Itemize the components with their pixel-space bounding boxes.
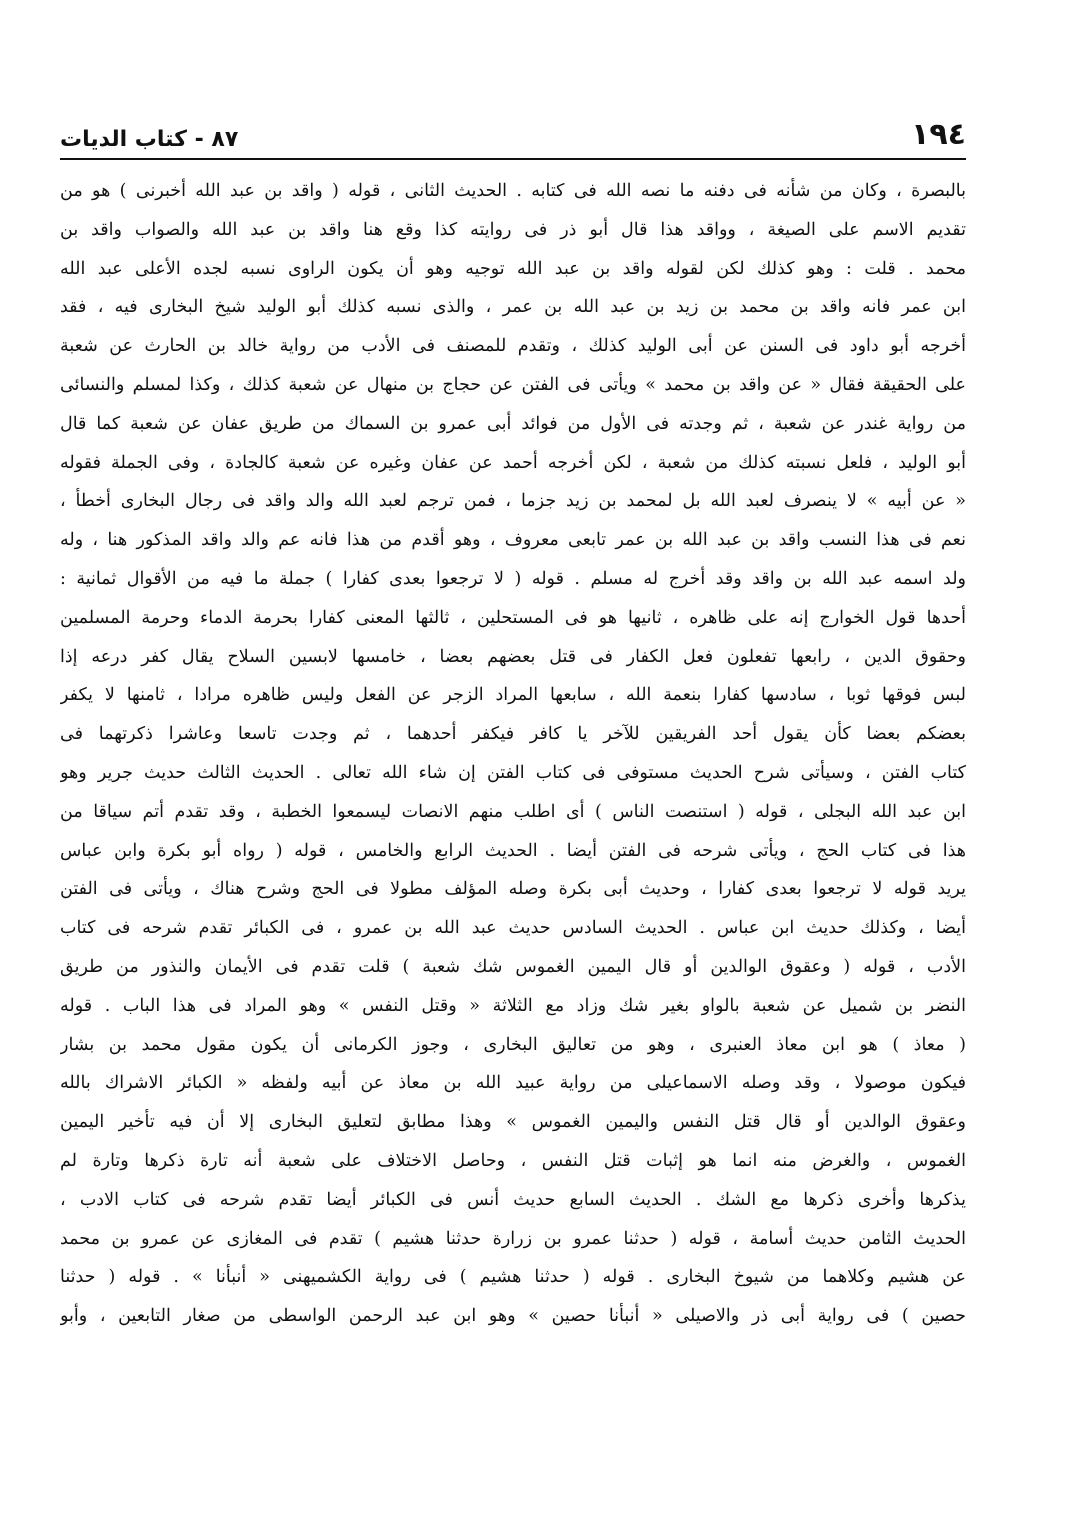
text-line: كتاب الفتن ، وسيأتى شرح الحديث مستوفى فى كتاب الفتن إن شاء الله تعالى . الحديث الثالث حديث جرير وهو bbox=[60, 762, 966, 783]
text-line: لبس فوقها ثوبا ، سادسها كفارا بنعمة الله ، سابعها المراد الزجر عن الفعل وليس ظاهره مرادا ، ثامنها لا يكفر bbox=[60, 685, 966, 706]
text-line: أخرجه أبو داود فى السنن عن أبى الوليد كذلك ، وتقدم للمصنف فى الأدب من رواية خالد بن الحارث عن شعبة bbox=[60, 336, 966, 357]
page-number: ١٩٤ bbox=[911, 117, 966, 152]
text-line: من رواية غندر عن شعبة ، ثم وجدته فى الأول من فوائد أبى عمرو بن السماك من طريق عفان عن شعبة كما قال bbox=[60, 413, 966, 434]
text-line: وحقوق الدين ، رابعها تفعلون فعل الكفار فى قتل بعضهم بعضا ، خامسها لابسين السلاح يقال كفر درعه إذا bbox=[60, 646, 966, 667]
text-line: أبو الوليد ، فلعل نسبته كذلك من شعبة ، لكن أخرجه أحمد عن عفان وغيره عن شعبة كالجادة ، وفى الجملة فقوله bbox=[60, 452, 966, 473]
text-line: بعضكم بعضا كأن يقول أحد الفريقين للآخر يا كافر فيكفر أحدهما ، ثم وجدت تاسعا وعاشرا ذكرتهما فى bbox=[60, 724, 966, 745]
text-line: ( معاذ ) هو ابن معاذ العنبرى ، وهو من تعاليق البخارى ، وجوز الكرمانى أن يكون مقول محمد بن بشار bbox=[60, 1034, 966, 1055]
text-line: هذا فى كتاب الحج ، ويأتى شرحه فى الفتن أيضا . الحديث الرابع والخامس ، قوله ( رواه أبو بكرة وابن عباس bbox=[60, 840, 966, 861]
commentary-text bbox=[60, 172, 966, 1336]
text-line: فيكون موصولا ، وقد وصله الاسماعيلى من رواية عبيد الله بن معاذ عن أبيه ولفظه « الكبائر الاشراك بالله bbox=[60, 1073, 966, 1094]
text-line: يذكرها وأخرى ذكرها مع الشك . الحديث السابع حديث أنس فى الكبائر أيضا تقدم شرحه فى كتاب الادب ، bbox=[60, 1189, 966, 1210]
text-line: تقديم الاسم على الصيغة ، وواقد هذا قال أبو ذر فى روايته كذا وقع هنا واقد بن عبد الله والصواب واقد بن bbox=[60, 219, 966, 240]
text-line: أحدها قول الخوارج إنه على ظاهره ، ثانيها هو فى المستحلين ، ثالثها المعنى كفارا بحرمة الدماء وحرمة المسلمين bbox=[60, 607, 966, 628]
text-line: الغموس ، والغرض منه انما هو إثبات قتل النفس ، وحاصل الاختلاف على شعبة أنه تارة ذكرها وتارة لم bbox=[60, 1150, 966, 1171]
text-line: أيضا ، وكذلك حديث ابن عباس . الحديث السادس حديث عبد الله بن عمرو ، فى الكبائر تقدم شرحه فى كتاب bbox=[60, 918, 966, 939]
text-line: وعقوق الوالدين أو قال قتل النفس واليمين الغموس » وهذا مطابق لتعليق البخارى إلا أن فيه تأخير اليمين bbox=[60, 1112, 966, 1133]
text-line: نعم فى هذا النسب واقد بن عبد الله بن عمر تابعى معروف ، وهو أقدم من هذا فانه عم والد واقد المذكور هنا ، وله bbox=[60, 530, 966, 551]
text-line: الحديث الثامن حديث أسامة ، قوله ( حدثنا عمرو بن زرارة حدثنا هشيم ) تقدم فى المغازى عن عمرو بن محمد bbox=[60, 1228, 966, 1249]
text-line: ابن عمر فانه واقد بن محمد بن زيد بن عبد الله بن عمر ، والذى نسبه كذلك أبو الوليد شيخ البخارى فيه ، فقد bbox=[60, 297, 966, 318]
text-line: الأدب ، قوله ( وعقوق الوالدين أو قال اليمين الغموس شك شعبة ) قلت تقدم فى الأيمان والنذور من طريق bbox=[60, 956, 966, 977]
text-line: حصين ) فى رواية أبى ذر والاصيلى « أنبأنا حصين » وهو ابن عبد الرحمن الواسطى من صغار التابعين ، وأبو bbox=[60, 1306, 966, 1327]
text-line: ابن عبد الله البجلى ، قوله ( استنصت الناس ) أى اطلب منهم الانصات ليسمعوا الخطبة ، وقد تقدم أتم سياقا من bbox=[60, 801, 966, 822]
text-line: « عن أبيه » لا ينصرف لعبد الله بل لمحمد بن زيد جزما ، فمن ترجم لعبد الله والد واقد فى رجال البخارى أخطأ ، bbox=[60, 491, 966, 512]
text-line: عن هشيم وكلاهما من شيوخ البخارى . قوله ( حدثنا هشيم ) فى رواية الكشميهنى « أنبأنا » . قوله ( حدثنا bbox=[60, 1267, 966, 1288]
page-header bbox=[60, 100, 966, 160]
text-line: محمد . قلت : وهو كذلك لكن لقوله واقد بن عبد الله توجيه وهو أن يكون الراوى نسبه لجده الأعلى عبد الله bbox=[60, 258, 966, 279]
text-line: ولد اسمه عبد الله بن واقد وقد أخرج له مسلم . قوله ( لا ترجعوا بعدى كفارا ) جملة ما فيه من الأقوال ثمانية : bbox=[60, 568, 966, 589]
running-title: ٨٧ - كتاب الديات bbox=[60, 127, 239, 152]
text-line: على الحقيقة فقال « عن واقد بن محمد » ويأتى فى الفتن عن حجاج بن منهال عن شعبة كذلك ، وكذا لمسلم والنسائى bbox=[60, 374, 966, 395]
text-line: بالبصرة ، وكان من شأنه فى دفنه ما نصه الله فى كتابه . الحديث الثانى ، قوله ( واقد بن عبد الله أخبرنى ) هو من bbox=[60, 181, 966, 201]
text-line: النضر بن شميل عن شعبة بالواو بغير شك وزاد مع الثلاثة « وقتل النفس » وهو المراد فى هذا الباب . قوله bbox=[60, 995, 966, 1016]
text-line: يريد قوله لا ترجعوا بعدى كفارا ، وحديث أبى بكرة وصله المؤلف مطولا فى الحج وشرح هناك ، ويأتى فى الفتن bbox=[60, 879, 966, 900]
